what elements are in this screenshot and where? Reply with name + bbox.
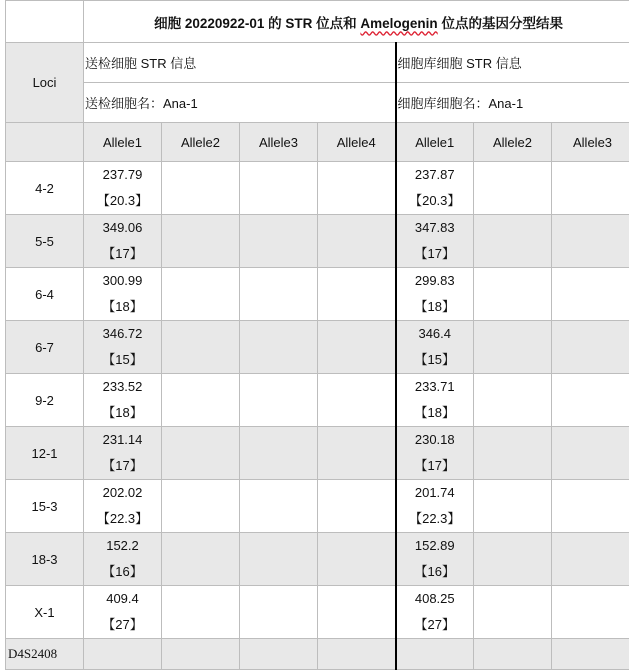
- submitted-allele4-cell: [318, 480, 396, 533]
- submitted-allele-header: Allele4: [318, 123, 396, 162]
- table-row: [6, 268, 629, 321]
- allele-call: 【27】: [397, 612, 474, 638]
- locus-name: 6-7: [6, 321, 84, 374]
- table-row: [6, 374, 629, 427]
- submitted-allele3-cell: [240, 321, 318, 374]
- submitted-allele3-cell: [240, 586, 318, 639]
- library-allele2-cell: [474, 586, 552, 639]
- fragment-size: 408.25: [397, 586, 474, 612]
- title-amelogenin: Amelogenin: [360, 16, 437, 31]
- allele-call: 【22.3】: [397, 506, 474, 532]
- fragment-size: 409.4: [84, 586, 161, 612]
- allele-call: 【17】: [397, 453, 474, 479]
- allele-call: 【18】: [397, 400, 474, 426]
- fragment-size: 349.06: [84, 215, 161, 241]
- library-allele-header: Allele2: [474, 123, 552, 162]
- locus-name: 6-4: [6, 268, 84, 321]
- table-row: [6, 215, 629, 268]
- library-allele1-cell: [396, 215, 474, 268]
- library-allele1-cell: [396, 586, 474, 639]
- submitted-allele2-cell: [162, 427, 240, 480]
- submitted-allele1-cell: [84, 215, 162, 268]
- submitted-allele2-cell: [162, 162, 240, 215]
- submitted-allele4-cell: [318, 268, 396, 321]
- submitted-allele3-cell: [240, 427, 318, 480]
- submitted-allele-header: Allele3: [240, 123, 318, 162]
- locus-name: X-1: [6, 586, 84, 639]
- library-allele3-cell: [552, 480, 629, 533]
- title-prefix: 细胞 20220922-01 的 STR 位点和: [154, 16, 360, 31]
- fragment-size: 202.02: [84, 480, 161, 506]
- allele-call: 【18】: [84, 294, 161, 320]
- fragment-size: 230.18: [397, 427, 474, 453]
- locus-name: 4-2: [6, 162, 84, 215]
- submitted-allele4-cell: [318, 586, 396, 639]
- locus-name: 12-1: [6, 427, 84, 480]
- submitted-allele1-cell: [84, 321, 162, 374]
- table-row: [6, 586, 629, 639]
- fragment-size: 201.74: [397, 480, 474, 506]
- fragment-size: 231.14: [84, 427, 161, 453]
- allele-call: 【18】: [84, 400, 161, 426]
- submitted-allele4-cell: [318, 215, 396, 268]
- submitted-allele3-cell: [240, 374, 318, 427]
- library-allele1-cell: [396, 427, 474, 480]
- allele-call: 【16】: [84, 559, 161, 585]
- allele-call: 【22.3】: [84, 506, 161, 532]
- fragment-size: 152.89: [397, 533, 474, 559]
- loci-header: Loci: [6, 43, 84, 123]
- locus-name: 9-2: [6, 374, 84, 427]
- locus-name: 18-3: [6, 533, 84, 586]
- library-allele1-cell: [396, 374, 474, 427]
- submitted-allele4-cell: [318, 374, 396, 427]
- library-allele1-cell: [396, 268, 474, 321]
- title-corner-cell: [6, 1, 84, 43]
- library-allele-header: Allele1: [396, 123, 474, 162]
- library-allele2-cell: [474, 162, 552, 215]
- fragment-size: 233.71: [397, 374, 474, 400]
- allele-call: 【17】: [397, 241, 474, 267]
- allele-call: 【17】: [84, 453, 161, 479]
- submitted-allele2-cell: [162, 215, 240, 268]
- submitted-info-title: 送检细胞 STR 信息: [84, 43, 396, 83]
- allele-call: 【15】: [84, 347, 161, 373]
- library-allele-header: Allele3: [552, 123, 629, 162]
- submitted-allele2-cell: [162, 533, 240, 586]
- library-allele3-cell: [552, 586, 629, 639]
- submitted-allele4-cell: [318, 162, 396, 215]
- submitted-allele4-cell: [318, 321, 396, 374]
- submitted-allele2-cell: [162, 374, 240, 427]
- locus-name: 15-3: [6, 480, 84, 533]
- library-allele2-cell: [474, 480, 552, 533]
- library-allele3-cell: [552, 374, 629, 427]
- table-title: [84, 1, 629, 43]
- fragment-size: 347.83: [397, 215, 474, 241]
- submitted-allele2-cell: [162, 268, 240, 321]
- library-cell-name: 细胞库细胞名：Ana-1: [396, 83, 629, 123]
- submitted-allele3-cell: [240, 162, 318, 215]
- submitted-allele3-cell: [240, 268, 318, 321]
- library-allele3-cell: [552, 321, 629, 374]
- table-row: [6, 321, 629, 374]
- submitted-allele4-cell: [318, 427, 396, 480]
- allele-call: 【16】: [397, 559, 474, 585]
- loci-header-spacer: [6, 123, 84, 162]
- allele-call: 【27】: [84, 612, 161, 638]
- submitted-allele1-cell: [84, 374, 162, 427]
- table-row: [6, 533, 629, 586]
- allele-call: 【20.3】: [397, 188, 474, 214]
- library-allele2-cell: [474, 427, 552, 480]
- submitted-allele1-cell: [84, 427, 162, 480]
- library-allele3-cell: [552, 215, 629, 268]
- fragment-size: 152.2: [84, 533, 161, 559]
- submitted-allele3-cell: [240, 215, 318, 268]
- submitted-allele1-cell: [84, 268, 162, 321]
- table-row: [6, 427, 629, 480]
- fragment-size: 346.72: [84, 321, 161, 347]
- fragment-size: 237.87: [397, 162, 474, 188]
- submitted-allele1-cell: [84, 533, 162, 586]
- submitted-allele2-cell: [162, 586, 240, 639]
- library-allele3-cell: [552, 427, 629, 480]
- locus-name: D4S2408: [6, 639, 84, 670]
- locus-name: 5-5: [6, 215, 84, 268]
- submitted-allele2-cell: [162, 480, 240, 533]
- submitted-allele3-cell: [240, 533, 318, 586]
- table-row: [6, 480, 629, 533]
- submitted-cell-name: 送检细胞名：Ana-1: [84, 83, 396, 123]
- library-allele1-cell: [396, 480, 474, 533]
- submitted-allele-header: Allele2: [162, 123, 240, 162]
- submitted-allele1-cell: [84, 480, 162, 533]
- allele-call: 【18】: [397, 294, 474, 320]
- fragment-size: 233.52: [84, 374, 161, 400]
- allele-call: 【20.3】: [84, 188, 161, 214]
- submitted-allele3-cell: [240, 480, 318, 533]
- submitted-allele2-cell: [162, 321, 240, 374]
- library-allele2-cell: [474, 321, 552, 374]
- library-allele2-cell: [474, 374, 552, 427]
- submitted-allele4-cell: [318, 533, 396, 586]
- library-allele1-cell: [396, 321, 474, 374]
- allele-call: 【17】: [84, 241, 161, 267]
- fragment-size: 299.83: [397, 268, 474, 294]
- fragment-size: 346.4: [397, 321, 474, 347]
- str-genotyping-table: [5, 0, 629, 670]
- library-allele3-cell: [552, 268, 629, 321]
- table-row: [6, 162, 629, 215]
- submitted-allele1-cell: [84, 586, 162, 639]
- library-allele1-cell: [396, 533, 474, 586]
- fragment-size: 237.79: [84, 162, 161, 188]
- library-allele3-cell: [552, 533, 629, 586]
- library-info-title: 细胞库细胞 STR 信息: [396, 43, 629, 83]
- library-allele3-cell: [552, 162, 629, 215]
- submitted-allele1-cell: [84, 162, 162, 215]
- submitted-allele-header: Allele1: [84, 123, 162, 162]
- library-allele2-cell: [474, 268, 552, 321]
- library-allele2-cell: [474, 533, 552, 586]
- fragment-size: 300.99: [84, 268, 161, 294]
- library-allele2-cell: [474, 215, 552, 268]
- library-allele1-cell: [396, 162, 474, 215]
- allele-call: 【15】: [397, 347, 474, 373]
- title-suffix: 位点的基因分型结果: [438, 16, 563, 31]
